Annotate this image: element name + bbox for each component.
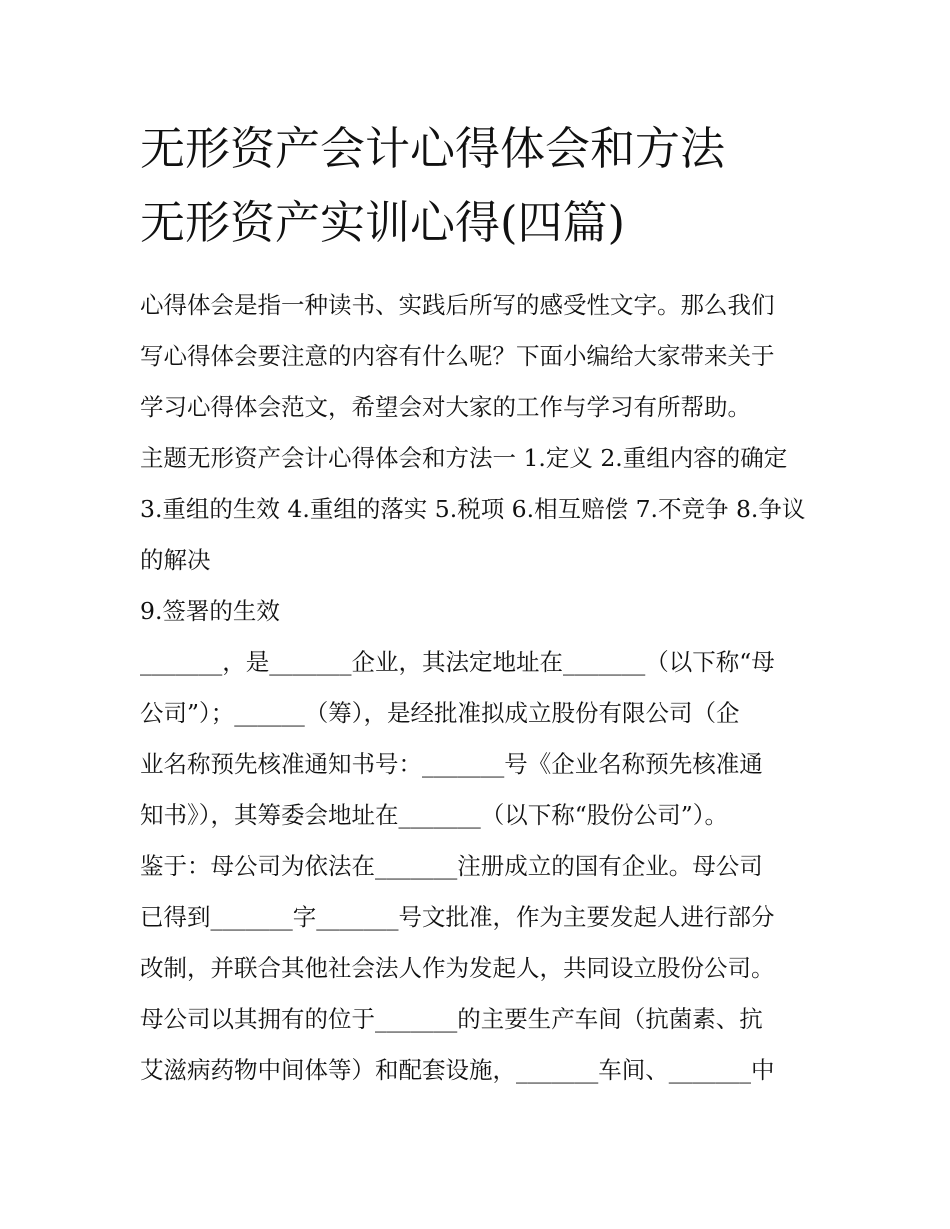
body-line: 学习心得体会范文，希望会对大家的工作与学习有所帮助。	[140, 393, 751, 421]
body-line: 已得到_______字_______号文批准，作为主要发起人进行部分	[140, 903, 775, 931]
body-line: 9.签署的生效	[140, 597, 280, 625]
body-line: 知书》），其筹委会地址在_______（以下称“股份公司”）。	[140, 801, 729, 829]
body-line: 的解决	[140, 546, 211, 574]
body-line: 心得体会是指一种读书、实践后所写的感受性文字。那么我们	[140, 291, 775, 319]
document-title	[140, 112, 820, 260]
body-line: 业名称预先核准通知书号：_______号《企业名称预先核准通	[140, 750, 763, 778]
title-line-1: 无形资产会计心得体会和方法	[140, 122, 726, 175]
body-line: 主题无形资产会计心得体会和方法一 1.定义 2.重组内容的确定	[140, 444, 788, 472]
body-line: 艾滋病药物中间体等）和配套设施，_______车间、_______中	[140, 1056, 775, 1084]
body-line: 鉴于：母公司为依法在_______注册成立的国有企业。母公司	[140, 852, 763, 880]
body-line: 写心得体会要注意的内容有什么呢？下面小编给大家带来关于	[140, 342, 775, 370]
document-body	[140, 280, 820, 1096]
body-line: _______，是_______企业，其法定地址在_______（以下称“母	[140, 648, 775, 676]
body-line: 改制，并联合其他社会法人作为发起人，共同设立股份公司。	[140, 954, 775, 982]
body-line: 母公司以其拥有的位于_______的主要生产车间（抗菌素、抗	[140, 1005, 763, 1033]
title-line-2: 无形资产实训心得(四篇)	[140, 196, 626, 249]
body-line: 3.重组的生效 4.重组的落实 5.税项 6.相互赔偿 7.不竞争 8.争议	[140, 495, 806, 523]
body-line: 公司”）；______（筹），是经批准拟成立股份有限公司（企	[140, 699, 740, 727]
